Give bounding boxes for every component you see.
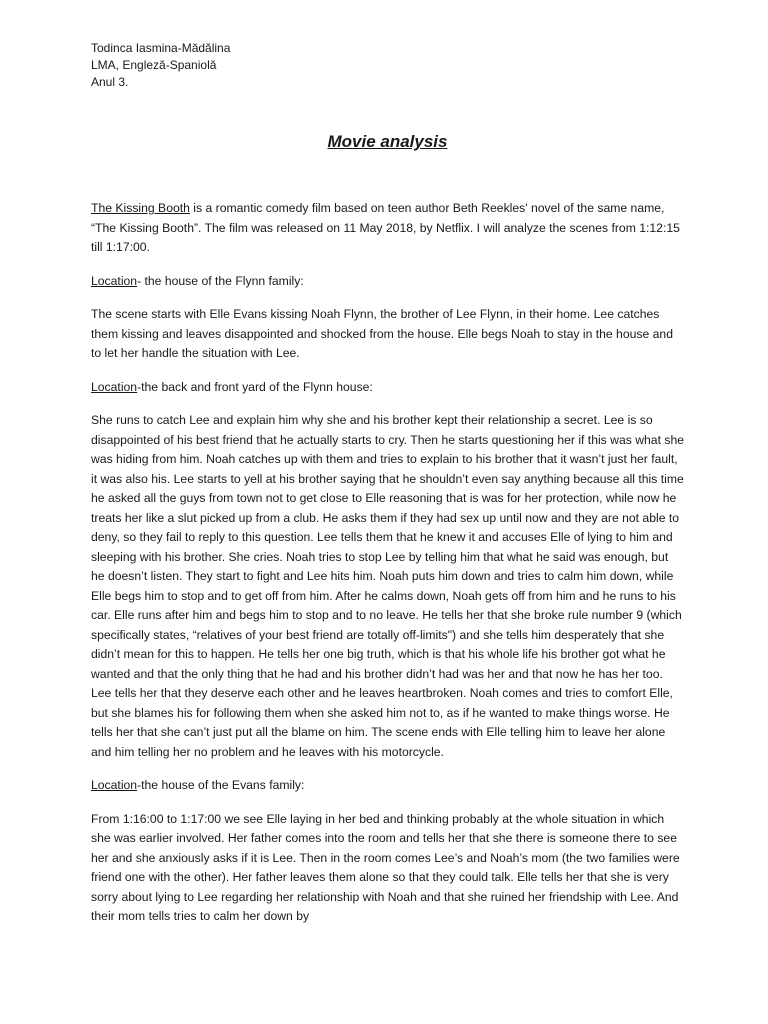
study-year: Anul 3. [91, 75, 129, 89]
document-body [91, 199, 684, 927]
section-paragraph-1: The scene starts with Elle Evans kissing Noah Flynn, the brother of Lee Flynn, in their home. Lee catches them kissing and leaves disappointed and shocked from the house. Elle begs Noah to stay in the house and to let her handle the situation with Lee. [91, 307, 673, 360]
location-text: -the house of the Evans family: [137, 778, 305, 792]
location-label: Location [91, 379, 138, 394]
location-heading-1 [91, 272, 684, 292]
location-text: -the back and front yard of the Flynn house: [137, 379, 373, 394]
location-label: Location [91, 778, 138, 792]
location-heading-3 [91, 776, 684, 796]
study-program: LMA, Engleză-Spaniolă [91, 58, 217, 72]
page-title: Movie analysis [327, 132, 448, 151]
author-name: Todinca Iasmina-Mădălina [91, 41, 231, 55]
location-text: - the house of the Flynn family: [137, 273, 304, 288]
intro-text: is a romantic comedy film based on teen author Beth Reekles' novel of the same name, “The Kissing Booth”. The film was released on 11 May 2018, by Netflix. I will analyze the scenes from 1:12:15 till 1:17:00. [91, 201, 680, 254]
location-heading-2 [91, 378, 684, 398]
film-title: The Kissing Booth [91, 201, 190, 215]
location-label: Location [91, 273, 138, 288]
header-block [91, 40, 684, 91]
section-paragraph-3: From 1:16:00 to 1:17:00 we see Elle laying in her bed and thinking probably at the whole situation in which she was earlier involved. Her father comes into the room and tells her that she there is someone there to see her and she anxiously asks if it is Lee. Then in the room comes Lee’s and Noah’s mom (the two families were friend one with the other). Her father leaves them alone so that they could talk. Elle tells her that she is very sorry about lying to Lee regarding her relationship with Noah and that she ruined her friendship with Lee. And their mom tells tries to calm her down by [91, 811, 680, 923]
intro-paragraph [91, 199, 684, 258]
section-paragraph-2: She runs to catch Lee and explain him why she and his brother kept their relationship a secret. Lee is so disappointed of his best friend that he actually starts to cry. Then he starts questioning her if this was what she was hiding from him. Noah catches up with them and tries to explain to his brother that it wasn’t just her fault, it was also his. Lee starts to yell at his brother saying that he shouldn’t even say anything because all this time he asked all the guys from town not to get close to Elle reasoning that is was for her protection, while now he treats her like a slut picked up from a club. He asks them if they had sex up until now and they are not able to deny, so they fail to reply to this question. Lee tells them that he knew it and accuses Elle of lying to him and sleeping with his brother. She cries. Noah tries to stop Lee by telling him that what he said was enough, but he doesn’t listen. They start to fight and Lee hits him. Noah puts him down and tries to calm him down, while Elle begs him to stop and to get off from him. After he calms down, Noah gets off from him and he runs to his car. Elle runs after him and begs him to stop and to no leave. He tells her that she broke rule number 9 (which specifically states, “relatives of your best friend are totally off-limits") and she tells him desperately that she didn’t mean for this to happen. He tells her one big truth, which is that his whole life his brother got what he wanted and that the only thing that he had and his brother didn’t had was her and that now he has her too. Lee tells her that they deserve each other and he leaves heartbroken. Noah comes and tries to comfort Elle, but she blames his for following them when she asked him not to, as if he wanted to make things worse. He tells her that she can’t just put all the blame on him. The scene ends with Elle telling him to leave her alone and him telling her no problem and he leaves with his motorcycle. [91, 413, 684, 759]
